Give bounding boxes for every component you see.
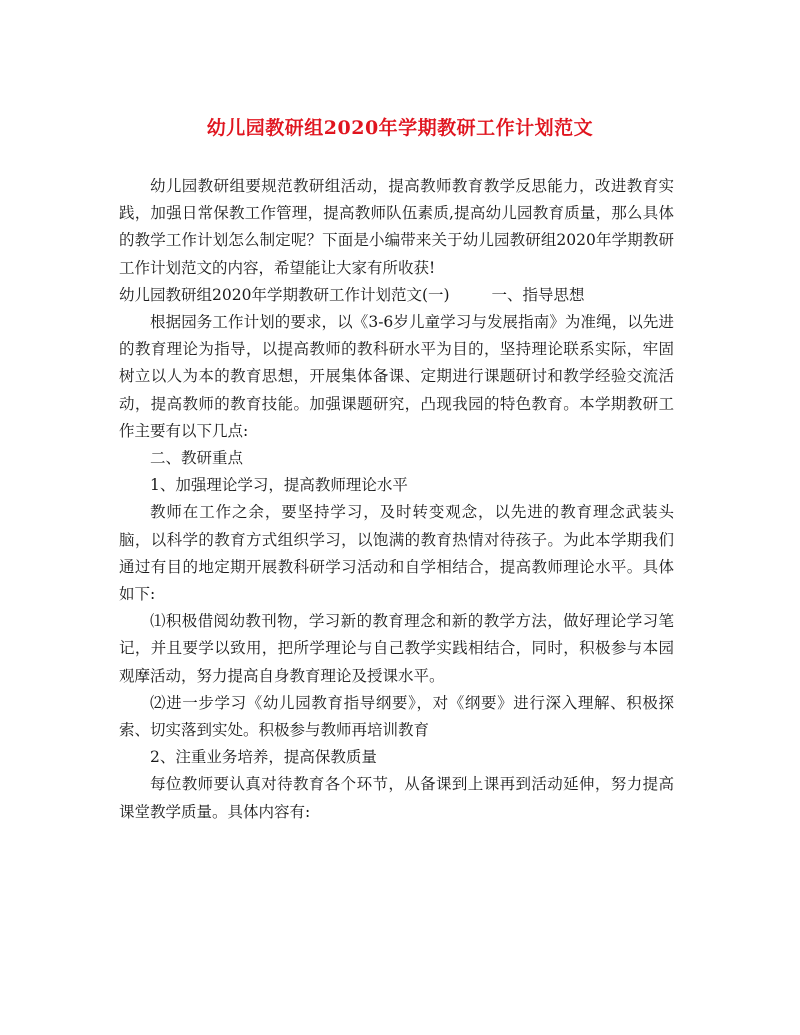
list-item-2: ⑵进一步学习《幼儿园教育指导纲要》，对《纲要》进行深入理解、积极探索、切实落到实处。积极参与教师再培训教育 [119, 693, 674, 740]
sample-heading-line [119, 282, 674, 309]
intro-paragraph: 幼儿园教研组要规范教研组活动，提高教师教育教学反思能力，改进教育实践，加强日常保教工作管理，提高教师队伍素质,提高幼儿园教育质量，那么具体的教学工作计划怎么制定呢？下面是小编带来关于幼儿园教研组2020年学期教研工作计划范文的内容，希望能让大家有所收获! [119, 177, 674, 277]
point2-paragraph: 每位教师要认真对待教育各个环节，从备课到上课再到活动延伸，努力提高课堂教学质量。具体内容有: [119, 775, 674, 821]
list-item-1: ⑴积极借阅幼教刊物，学习新的教育理念和新的教学方法，做好理论学习笔记，并且要学以致用，把所学理论与自己教学实践相结合，同时，积极参与本园观摩活动，努力提高自身教育理论及授课水平。 [119, 612, 674, 685]
document-title: 幼儿园教研组2020年学期教研工作计划范文 [206, 117, 594, 139]
section2-heading: 二、教研重点 [150, 449, 244, 468]
point2-heading: 2、注重业务培养，提高保教质量 [150, 748, 377, 767]
sample-heading: 幼儿园教研组2020年学期教研工作计划范文(一) [119, 285, 450, 304]
section1-paragraph: 根据园务工作计划的要求，以《3-6岁儿童学习与发展指南》为准绳，以先进的教育理论为指导，以提高教师的教科研水平为目的，坚持理论联系实际，牢固树立以人为本的教育思想，开展集体备课、定期进行课题研讨和教学经验交流活动，提高教师的教育技能。加强课题研究，凸现我园的特色教育。本学期教研工作主要有以下几点: [119, 313, 674, 440]
section1-heading: 一、指导思想 [491, 285, 585, 304]
document-body [119, 173, 674, 826]
point1-paragraph: 教师在工作之余，要坚持学习，及时转变观念，以先进的教育理念武装头脑，以科学的教育方式组织学习，以饱满的教育热情对待孩子。为此本学期我们通过有目的地定期开展教科研学习活动和自学相结合，提高教师理论水平。具体如下: [119, 503, 674, 604]
point1-heading: 1、加强理论学习，提高教师理论水平 [150, 476, 408, 495]
